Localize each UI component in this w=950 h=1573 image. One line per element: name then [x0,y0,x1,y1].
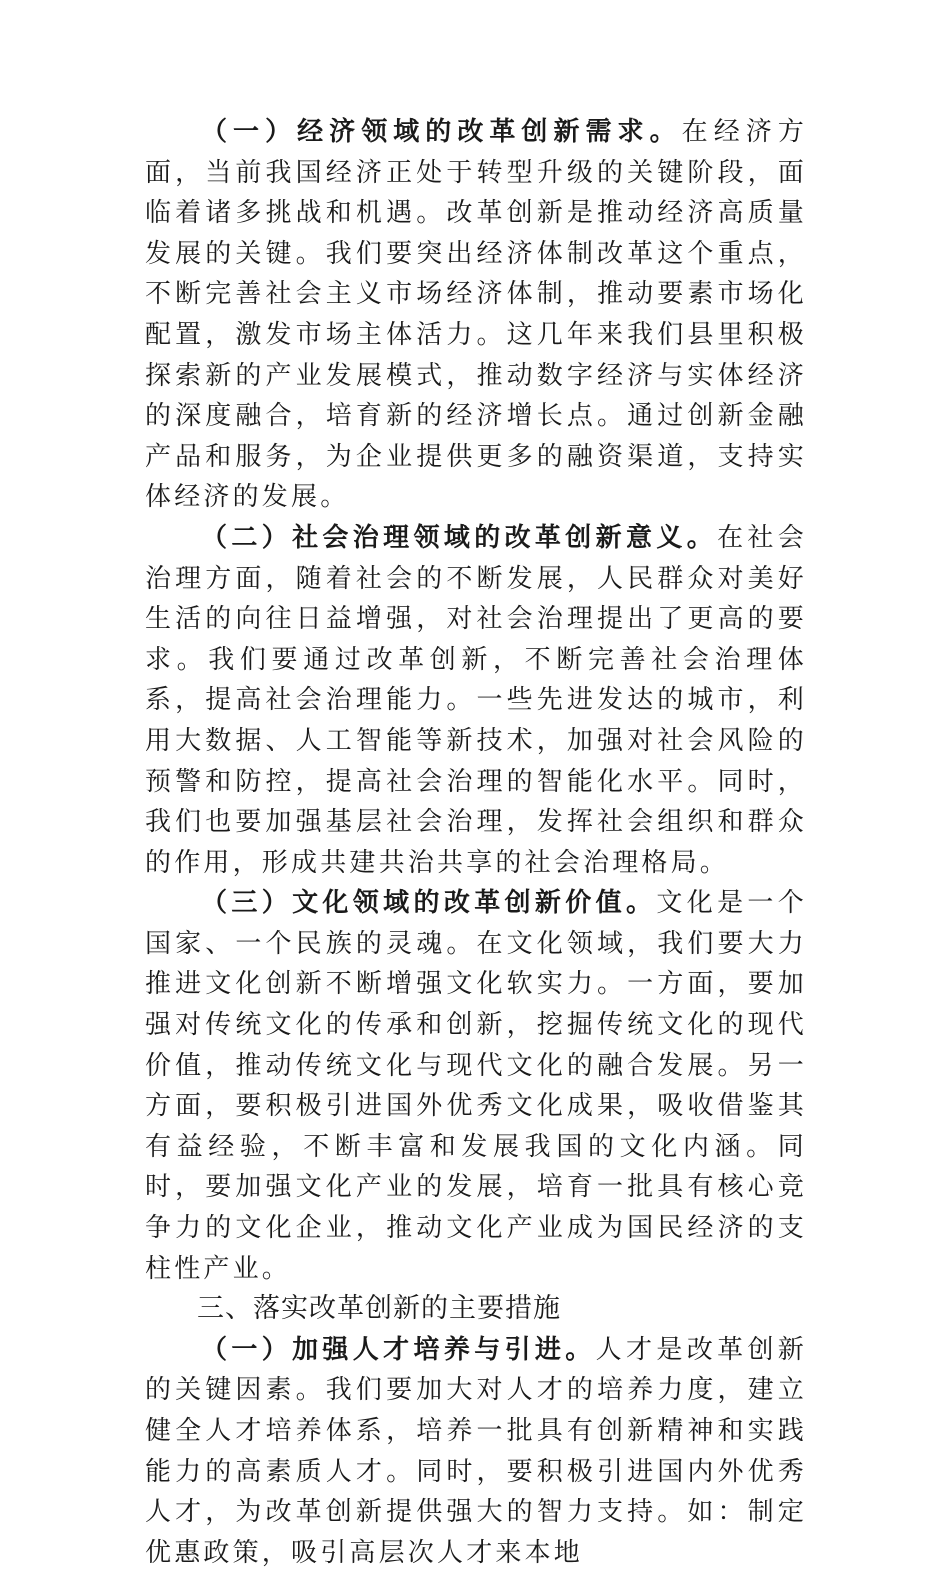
paragraph-talent [145,1330,807,1573]
paragraph-culture [145,883,807,1289]
paragraph-economy [145,112,807,518]
paragraph-text: 在经济方面，当前我国经济正处于转型升级的关键阶段，面临着诸多挑战和机遇。改革创新是推动经济高质量发展的关键。我们要突出经济体制改革这个重点，不断完善社会主义市场经济体制，推动要素市场化配置，激发市场主体活力。这几年来我们县里积极探索新的产业发展模式，推动数字经济与实体经济的深度融合，培育新的经济增长点。通过创新金融产品和服务，为企业提供更多的融资渠道，支持实体经济的发展。 [145,117,807,513]
paragraph-text: 文化是一个国家、一个民族的灵魂。在文化领域，我们要大力推进文化创新不断增强文化软实力。一方面，要加强对传统文化的传承和创新，挖掘传统文化的现代价值，推动传统文化与现代文化的融合发展。另一方面，要积极引进国外优秀文化成果，吸收借鉴其有益经验，不断丰富和发展我国的文化内涵。同时，要加强文化产业的发展，培育一批具有核心竞争力的文化企业，推动文化产业成为国民经济的支柱性产业。 [145,888,807,1284]
section-heading: 三、落实改革创新的主要措施 [197,1293,561,1325]
paragraph-lead: （三）文化领域的改革创新价值。 [201,888,657,919]
paragraph-text: 人才是改革创新的关键因素。我们要加大对人才的培养力度，建立健全人才培养体系，培养一批具有创新精神和实践能力的高素质人才。同时，要积极引进国内外优秀人才，为改革创新提供强大的智力支持。如：制定优惠政策，吸引高层次人才来本地 [145,1334,807,1568]
paragraph-lead: （一）加强人才培养与引进。 [201,1334,596,1365]
paragraph-lead: （一）经济领域的改革创新需求。 [201,117,682,147]
document-body [145,112,807,1573]
paragraph-social-governance [145,518,807,883]
paragraph-text: 在社会治理方面，随着社会的不断发展，人民群众对美好生活的向往日益增强，对社会治理提出了更高的要求。我们要通过改革创新，不断完善社会治理体系，提高社会治理能力。一些先进发达的城市，利用大数据、人工智能等新技术，加强对社会风险的预警和防控，提高社会治理的智能化水平。同时，我们也要加强基层社会治理，发挥社会组织和群众的作用，形成共建共治共享的社会治理格局。 [145,522,807,878]
paragraph-lead: （二）社会治理领域的改革创新意义。 [201,522,718,553]
